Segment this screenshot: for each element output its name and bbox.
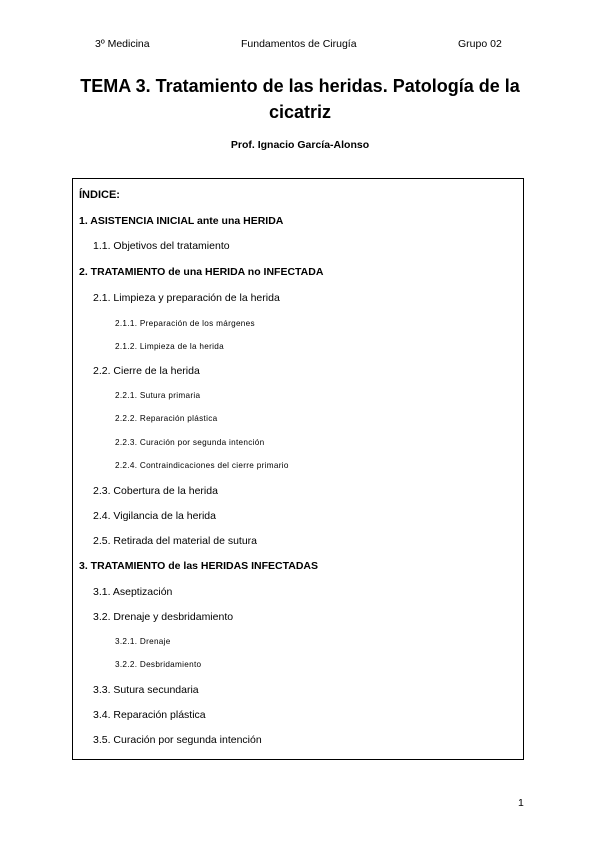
header-course: 3º Medicina [95, 38, 150, 50]
index-title: ÍNDICE: [79, 189, 120, 201]
page-number: 1 [518, 797, 524, 809]
index-entry: 3.3. Sutura secundaria [93, 684, 199, 696]
index-entry: 2.2. Cierre de la herida [93, 365, 200, 377]
index-entry: 3.4. Reparación plástica [93, 709, 206, 721]
index-entry: 2.1.1. Preparación de los márgenes [115, 319, 255, 328]
index-entry: 2.3. Cobertura de la herida [93, 485, 218, 497]
header-subject: Fundamentos de Cirugía [241, 38, 357, 50]
index-entry: 1. ASISTENCIA INICIAL ante una HERIDA [79, 215, 284, 227]
index-entry: 3.5. Curación por segunda intención [93, 734, 262, 746]
index-entry: 3.2.2. Desbridamiento [115, 660, 202, 669]
index-entry: 2.5. Retirada del material de sutura [93, 535, 258, 547]
page-title: TEMA 3. Tratamiento de las heridas. Patología de la cicatriz [80, 76, 520, 122]
index-entry: 3.2. Drenaje y desbridamiento [93, 611, 234, 623]
index-entry: 2.2.2. Reparación plástica [115, 414, 218, 423]
index-entry: 2.2.3. Curación por segunda intención [115, 438, 265, 447]
author: Prof. Ignacio García-Alonso [230, 139, 370, 151]
header-group: Grupo 02 [458, 38, 502, 50]
index-box [72, 178, 524, 760]
index-entry: 2.2.1. Sutura primaria [115, 391, 201, 400]
index-entry: 2.1. Limpieza y preparación de la herida [93, 292, 280, 304]
index-entry: 1.1. Objetivos del tratamiento [93, 240, 230, 252]
index-entry: 3. TRATAMIENTO de las HERIDAS INFECTADAS [79, 560, 318, 572]
index-entry: 3.2.1. Drenaje [115, 637, 171, 646]
index-entry: 2. TRATAMIENTO de una HERIDA no INFECTADA [79, 266, 324, 278]
index-entry: 3.1. Aseptización [93, 586, 173, 598]
index-entry: 2.2.4. Contraindicaciones del cierre primario [115, 461, 289, 470]
index-entry: 2.1.2. Limpieza de la herida [115, 342, 224, 351]
index-entry: 2.4. Vigilancia de la herida [93, 510, 216, 522]
